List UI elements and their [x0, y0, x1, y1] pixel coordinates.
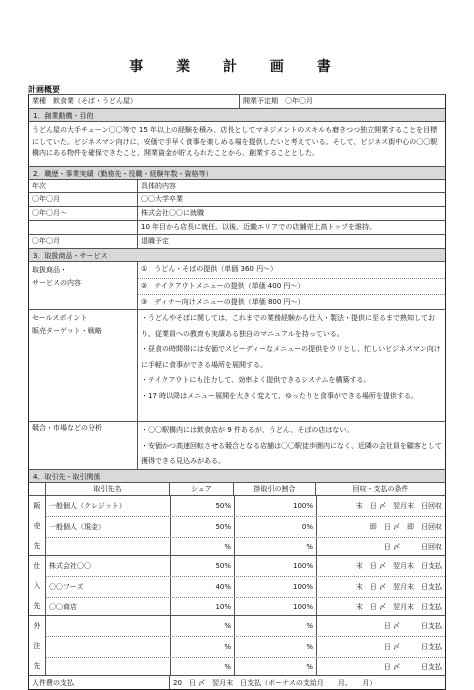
- col-terms-header: 回収・支払の条件: [315, 483, 445, 495]
- side-char: 販: [33, 502, 41, 510]
- payroll-label: 人件費の支払: [32, 679, 74, 687]
- payroll-row: [28, 675, 446, 690]
- outsource-partners-block: [28, 615, 446, 675]
- product-item: ② テイクアウトメニューの提供（単価 400 円～）: [138, 278, 445, 294]
- partner-name: [46, 538, 170, 555]
- col-name-header: 取引先名: [45, 483, 169, 495]
- partner-terms: 末 日 〆 翌月末 日支払: [316, 577, 445, 597]
- career-row: [28, 192, 446, 206]
- product-item: ③ ディナー向けメニューの提供（単価 800 円～）: [138, 294, 445, 309]
- partner-credit-ratio: 100%: [234, 496, 316, 516]
- partner-name: 〇〇フーズ: [49, 583, 84, 591]
- table-row: [46, 657, 445, 675]
- section-1-body: [28, 121, 446, 166]
- partner-credit-ratio: %: [234, 616, 316, 636]
- partner-share: 10%: [170, 598, 234, 615]
- partner-terms: 日 〆 日支払: [316, 616, 445, 636]
- market-text: [137, 422, 445, 469]
- career-row: [28, 206, 446, 220]
- career-header-row: [28, 179, 446, 192]
- market-row: [28, 421, 446, 469]
- sales-partners-block: [28, 495, 446, 555]
- partner-terms: 末 日 〆 翌月末 日回収: [316, 496, 445, 516]
- col-share-header: シェア: [169, 483, 233, 495]
- sales-point: ・うどんやそばに関しては、これまでの業務経験から仕入・製法・提供に至るまで熟知しており、従業員への教育も実績ある独自のマニュアルを持っている。: [141, 314, 435, 338]
- table-row: [46, 636, 445, 657]
- section-2-heading: 2．職歴・事業実績（勤務先・役職・経験年数・資格等）: [28, 166, 446, 179]
- partner-share: 50%: [170, 517, 234, 537]
- career-year: 〇年〇月: [32, 195, 60, 203]
- products-list: [137, 262, 445, 309]
- career-year: 〇年〇月: [32, 237, 60, 245]
- partner-terms: 末 日 〆 翌月末 日支払: [316, 598, 445, 615]
- career-row: [28, 234, 446, 248]
- table-row: [46, 597, 445, 615]
- table-row: [46, 616, 445, 636]
- side-char: 仕: [33, 562, 41, 570]
- career-year: [29, 221, 137, 234]
- partner-share: %: [170, 658, 234, 675]
- overview-row: [28, 94, 446, 108]
- supplier-side-label: [29, 556, 45, 615]
- side-char: 入: [33, 582, 41, 590]
- section-4-heading: 4．取引先・取引関係: [28, 469, 446, 482]
- sales-label-line: 販売ターゲット・戦略: [32, 327, 102, 336]
- sales-point: ・昼食の時間帯には安価でスピーディーなメニューの提供をウリとし、忙しいビジネスマン向けに手軽に食事ができる場所を展開する。: [141, 345, 441, 369]
- product-item: ① うどん・そばの提供（単価 360 円～）: [141, 265, 278, 273]
- section-3-heading: 3．取扱商品・サービス: [28, 248, 446, 261]
- partner-terms: 日 〆 日回収: [316, 538, 445, 555]
- partner-share: %: [170, 538, 234, 555]
- partner-terms: 日 〆 日支払: [316, 637, 445, 657]
- products-row: [28, 261, 446, 309]
- sales-label-line: セールスポイント: [32, 314, 88, 322]
- sales-points-row: [28, 309, 446, 421]
- side-char: 先: [33, 662, 41, 670]
- partner-name: [46, 637, 170, 657]
- partner-credit-ratio: %: [234, 538, 316, 555]
- side-char: 売: [33, 522, 41, 530]
- sales-points-label: [29, 310, 137, 421]
- career-row: [28, 220, 446, 234]
- table-row: [46, 516, 445, 537]
- table-row: [46, 556, 445, 576]
- document-title: 事 業 計 画 書: [129, 59, 345, 75]
- sales-side-label: [29, 496, 45, 555]
- col-credit-header: 掛取引の割合: [233, 483, 315, 495]
- motivation-text: うどん屋の大手チェーン〇〇等で 15 年以上の経験を積み、店長としてマネジメントのスキルも磨きつつ独立開業することを目標にしていた。ビジネスマン向けに、安価で手早く食事を楽しめる場を提供したいと考えている。そして、ビジネス街中心の〇〇駅構内にある物件を確保できたこと、開業資金が貯えられたことから、創業することとした。: [32, 126, 438, 158]
- payroll-value: 20 日 〆 翌月末 日支払（ボーナスの支給月 月、 月）: [169, 676, 445, 689]
- career-year: 〇年〇月～: [32, 209, 67, 217]
- table-row: [46, 537, 445, 555]
- outsource-side-label: [29, 616, 45, 675]
- career-detail: 株式会社〇〇に就職: [137, 207, 445, 220]
- table-row: [46, 496, 445, 516]
- side-char: 先: [33, 602, 41, 610]
- partner-credit-ratio: 100%: [234, 556, 316, 576]
- partner-share: %: [170, 616, 234, 636]
- partner-terms: 末 日 〆 翌月末 日支払: [316, 556, 445, 576]
- partner-credit-ratio: %: [234, 637, 316, 657]
- supplier-rows: [45, 556, 445, 615]
- side-char: 先: [33, 542, 41, 550]
- partner-credit-ratio: 100%: [234, 598, 316, 615]
- partner-share: 50%: [170, 556, 234, 576]
- partner-name: 一般個人（現金）: [49, 523, 105, 531]
- partner-credit-ratio: %: [234, 658, 316, 675]
- partner-name: 〇〇商店: [49, 603, 77, 611]
- overview-heading: 計画概要: [28, 85, 60, 94]
- side-char: 外: [33, 622, 41, 630]
- sales-partner-rows: [45, 496, 445, 555]
- section-1-heading: 1．創業動機・目的: [28, 108, 446, 121]
- partner-share: 40%: [170, 577, 234, 597]
- outsource-rows: [45, 616, 445, 675]
- partner-share: 50%: [170, 496, 234, 516]
- products-label-line: 取扱商品・: [32, 266, 67, 274]
- supplier-partners-block: [28, 555, 446, 615]
- opening-date-field: 開業予定期 〇年〇月: [239, 95, 445, 108]
- market-point: ・〇〇駅構内には飲食店が 9 件あるが、うどん、そばの店はない。: [141, 426, 354, 434]
- col-year-header: 年次: [32, 182, 46, 190]
- table-row: [46, 576, 445, 597]
- partner-name: 一般個人（クレジット）: [49, 502, 126, 510]
- partner-share: %: [170, 637, 234, 657]
- products-label: [29, 262, 137, 309]
- industry-field: 業種 飲食業（そば・うどん屋）: [32, 97, 137, 105]
- career-detail: 〇〇大学卒業: [137, 193, 445, 206]
- partner-name: [46, 616, 170, 636]
- market-label: 競合・市場などの分析: [32, 424, 102, 432]
- col-detail-header: 具体的内容: [137, 180, 445, 192]
- partner-credit-ratio: 100%: [234, 577, 316, 597]
- side-char: 注: [33, 642, 41, 650]
- plan-table: [28, 94, 446, 690]
- partner-terms: 即 日 〆 即 日回収: [316, 517, 445, 537]
- career-detail: 退職予定: [137, 235, 445, 248]
- partner-name: [46, 658, 170, 675]
- products-label-line: サービスの内容: [32, 279, 81, 288]
- partners-header-row: [28, 482, 446, 495]
- sales-point: ・テイクアウトにも注力して、効率よく提供できるシステムを構築する。: [141, 376, 371, 384]
- partner-name: 株式会社〇〇: [49, 562, 91, 570]
- partner-terms: 日 〆 日支払: [316, 658, 445, 675]
- sales-point: ・17 時以降はメニュー展開を大きく変えて、ゆったりと食事ができる場所を提供する。: [141, 391, 418, 400]
- partner-credit-ratio: 0%: [234, 517, 316, 537]
- sales-points-text: [137, 310, 445, 421]
- career-detail: 10 年目から店長に就任。以後、近畿エリアでの店舗売上高トップを維持。: [137, 221, 445, 234]
- market-point: ・安価かつ高速回転させる競合となる店舗は〇〇駅徒歩圏内になく、近隣の会社員を顧客として獲得できる見込みがある。: [141, 441, 442, 465]
